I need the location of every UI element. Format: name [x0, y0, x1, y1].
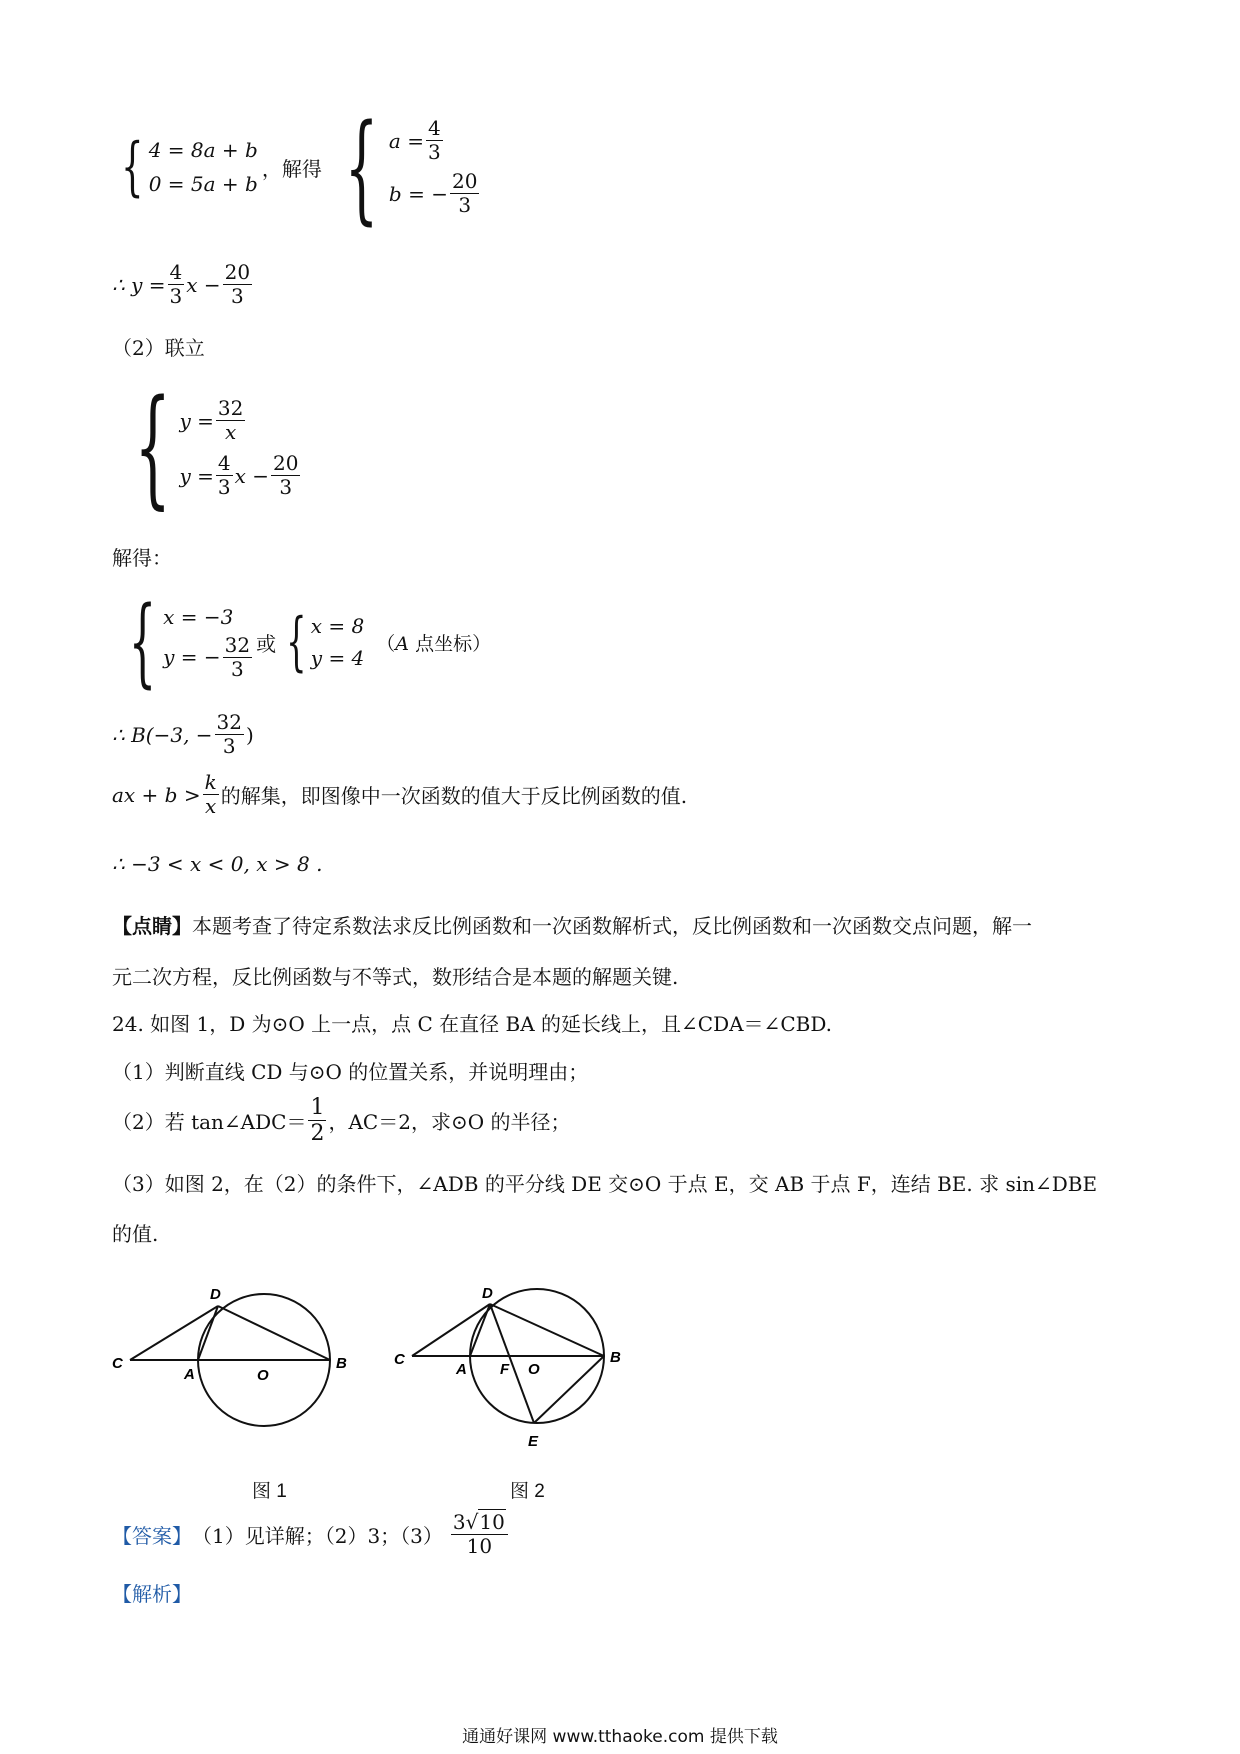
page-footer: 通通好课网 www.tthaoke.com 提供下载	[462, 1727, 778, 1747]
point-b	[112, 712, 254, 757]
question-24-part-3: （3）如图 2，在（2）的条件下，∠ADB 的平分线 DE 交⊙O 于点 E，交 AB 于点 F，连结 BE. 求 sin∠DBE	[112, 1172, 1098, 1196]
label-d-fig2: D	[482, 1285, 493, 1302]
answer-radicand: 10	[479, 1510, 505, 1534]
question-24-stem: 24. 如图 1，D 为⊙O 上一点，点 C 在直径 BA 的延长线上，且∠CDA＝∠CBD.	[112, 1012, 832, 1036]
system-2	[112, 373, 302, 522]
solution-1-y: y = −	[163, 645, 221, 669]
fraction-numerator: 1	[310, 1095, 325, 1120]
fraction-denominator: 3	[217, 475, 231, 499]
solutions	[112, 586, 492, 698]
label-e-fig2: E	[528, 1433, 539, 1450]
left-brace: {	[121, 130, 144, 204]
inequality-line	[112, 772, 687, 817]
part-2-suffix: ，AC＝2，求⊙O 的半径；	[328, 1110, 571, 1135]
left-brace: {	[134, 373, 172, 522]
equation-lhs: y =	[179, 463, 214, 488]
question-24-part-2	[112, 1096, 570, 1145]
line-db-fig1	[218, 1306, 330, 1360]
a-denominator: 3	[427, 140, 441, 164]
comment-tag: 【点睛】	[112, 914, 192, 938]
point-b-prefix: ∴ B(−3, −	[112, 722, 213, 747]
geometry-figures	[100, 1268, 660, 1478]
fraction-denominator: 3	[222, 734, 236, 758]
a-lhs: a =	[388, 128, 424, 153]
x-minus: x −	[186, 272, 221, 297]
solution-2-x: x = 8	[310, 614, 365, 638]
fraction-denominator: x	[224, 420, 237, 444]
answer-line	[112, 1512, 510, 1557]
fraction-denominator: 3	[231, 284, 244, 308]
answer-denominator: 10	[466, 1534, 493, 1558]
note-point-a: A	[395, 632, 410, 655]
fraction-denominator: 3	[230, 656, 244, 681]
analysis-tag: 【解析】	[112, 1582, 192, 1606]
label-c-fig1: C	[112, 1355, 123, 1372]
solution-1-x: x = −3	[163, 604, 234, 629]
y-prefix: ∴ y =	[112, 272, 166, 297]
fraction-numerator: 20	[224, 260, 251, 284]
b-numerator: 20	[451, 169, 478, 193]
answer-text: （1）见详解；（2）3；（3）	[192, 1524, 443, 1548]
inequality-text: 的解集，即图像中一次函数的值大于反比例函数的值.	[220, 784, 688, 808]
label-b-fig1: B	[336, 1355, 347, 1372]
answer-coefficient: 3	[452, 1510, 466, 1534]
note-paren: （	[376, 632, 396, 655]
note-text: 点坐标）	[409, 632, 492, 655]
left-brace: {	[286, 605, 307, 679]
fraction-numerator: 4	[217, 451, 231, 475]
solve-word: ，解得	[261, 156, 322, 181]
answer-numerator	[451, 1512, 508, 1535]
label-a-fig2: A	[456, 1361, 467, 1378]
sqrt-icon: √	[465, 1510, 479, 1534]
question-24-part-3-cont: 的值.	[112, 1222, 159, 1246]
solution-2-y: y = 4	[310, 646, 365, 670]
line-be-fig2	[534, 1356, 604, 1423]
comment-line-1: 本题考查了待定系数法求反比例函数和一次函数解析式，反比例函数和一次函数交点问题，解一	[192, 914, 1032, 938]
answer-tag: 【答案】	[112, 1524, 192, 1548]
x-minus: x −	[234, 463, 269, 488]
point-b-suffix: )	[246, 722, 254, 747]
system-1	[112, 98, 481, 236]
equation-1: 4 = 8a + b	[148, 138, 258, 162]
label-o-fig1: O	[257, 1367, 269, 1384]
a-numerator: 4	[427, 116, 441, 140]
left-brace: {	[344, 98, 379, 236]
fraction-numerator: 32	[217, 396, 244, 420]
line-cd-fig2	[412, 1304, 490, 1356]
part-2-prefix: （2）若 tan∠ADC＝	[112, 1110, 307, 1135]
equation-lhs: y =	[179, 408, 214, 433]
linear-function	[112, 262, 254, 307]
b-lhs: b = −	[388, 181, 448, 206]
label-c-fig2: C	[394, 1351, 405, 1368]
left-brace: {	[128, 586, 157, 698]
fraction-numerator: 4	[169, 260, 183, 284]
fraction-denominator: 3	[169, 284, 183, 308]
part-2-label: （2）联立	[112, 336, 205, 360]
figure-1-caption: 图 1	[252, 1481, 287, 1502]
inequality-lhs: ax + b >	[112, 782, 201, 807]
fraction-numerator: 32	[216, 710, 242, 734]
fraction-denominator: x	[205, 794, 217, 818]
figure-2-caption: 图 2	[510, 1481, 545, 1502]
label-d-fig1: D	[210, 1286, 221, 1303]
point-a-note	[376, 629, 491, 656]
fraction-numerator: 32	[224, 632, 251, 657]
b-denominator: 3	[458, 193, 472, 217]
label-o-fig2: O	[528, 1361, 540, 1378]
fraction-denominator: 2	[310, 1121, 325, 1147]
line-da-fig1	[198, 1306, 218, 1360]
label-b-fig2: B	[610, 1349, 621, 1366]
fraction-denominator: 3	[279, 475, 293, 499]
label-f-fig2: F	[500, 1361, 510, 1378]
solve-label: 解得：	[112, 546, 172, 570]
fraction-numerator: k	[204, 770, 217, 794]
label-a-fig1: A	[184, 1366, 195, 1383]
result-line: ∴ −3 < x < 0, x > 8 .	[112, 852, 323, 876]
or-word: 或	[256, 631, 277, 656]
equation-2: 0 = 5a + b	[148, 172, 258, 196]
fraction-numerator: 20	[273, 451, 299, 475]
comment-block	[112, 910, 1142, 990]
comment-line-2: 元二次方程，反比例函数与不等式，数形结合是本题的解题关键.	[112, 965, 679, 989]
question-24-part-1: （1）判断直线 CD 与⊙O 的位置关系，并说明理由；	[112, 1060, 589, 1084]
